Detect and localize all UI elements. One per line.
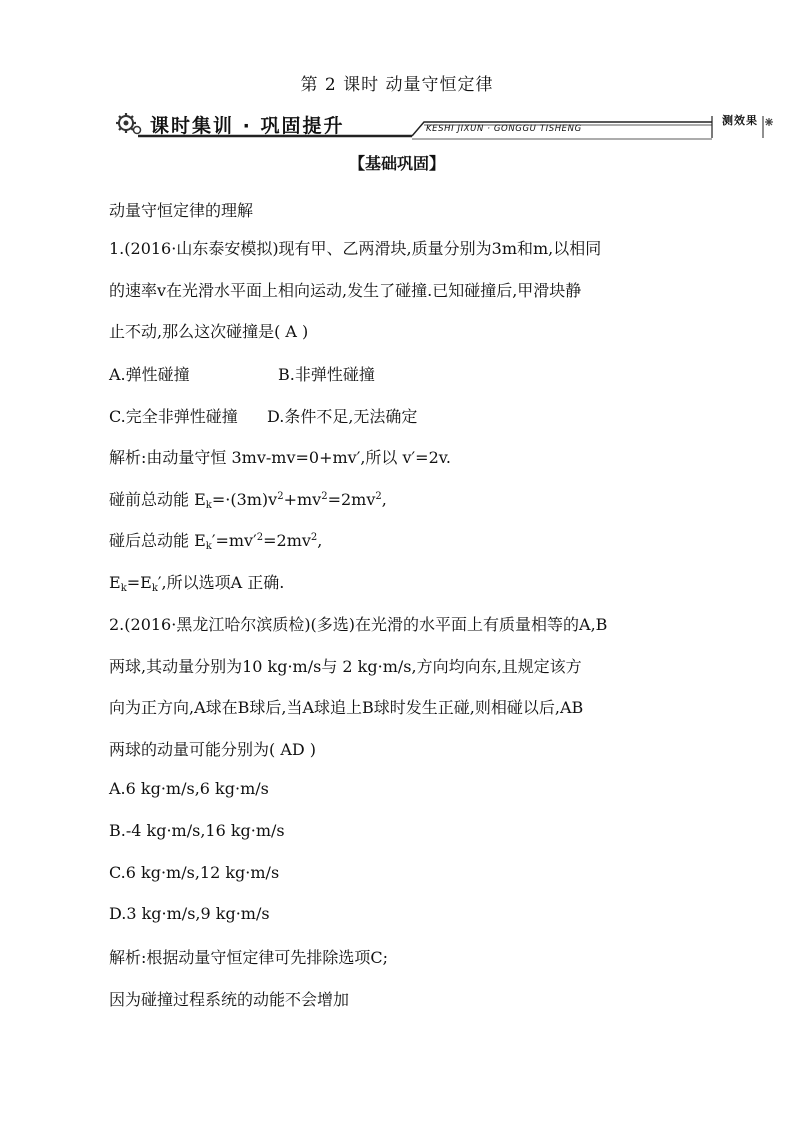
- q1-option-a: A.弹性碰撞: [109, 365, 190, 384]
- banner-right-label: 测效果: [722, 114, 758, 127]
- q1-analysis-2: 碰前总动能 $E_k=\cdot(3m)v^2+mv^2=2mv^2$,: [109, 490, 387, 511]
- gear-icon: [116, 113, 141, 134]
- q1-analysis-3: 碰后总动能 $E_k'=mv'^2=2mv^2$,: [109, 531, 323, 552]
- banner-title: 课时集训 · 巩固提升: [150, 115, 345, 137]
- q2-line-3: 向为正方向,A球在B球后,当A球追上B球时发生正碰,则相碰以后,AB: [109, 698, 584, 717]
- q1-option-b: B.非弹性碰撞: [278, 365, 375, 384]
- q1-option-d: D.条件不足,无法确定: [267, 407, 418, 426]
- page-title: 第 2 课时 动量守恒定律: [300, 75, 494, 95]
- q2-option-b: B.-4 kg·m/s,16 kg·m/s: [109, 821, 285, 840]
- q1-line-1: 1.(2016·山东泰安模拟)现有甲、乙两滑块,质量分别为3m和m,以相同: [109, 239, 602, 258]
- q2-analysis-1: 解析:根据动量守恒定律可先排除选项C;: [109, 948, 389, 967]
- banner-subtitle: KESHI JIXUN · GONGGU TISHENG: [426, 124, 582, 134]
- q2-option-d: D.3 kg·m/s,9 kg·m/s: [109, 904, 270, 923]
- q1-option-c: C.完全非弹性碰撞: [109, 407, 238, 426]
- q1-analysis-1: 解析:由动量守恒 3mv-mv=0+mv′,所以 v′=2v.: [109, 448, 451, 467]
- snowflake-icon: [765, 118, 773, 126]
- q2-option-a: A.6 kg·m/s,6 kg·m/s: [109, 779, 269, 798]
- q1-analysis-4: $E_k=E_k'$,所以选项A 正确.: [109, 573, 285, 594]
- q2-line-1: 2.(2016·黑龙江哈尔滨质检)(多选)在光滑的水平面上有质量相等的A,B: [109, 615, 608, 634]
- q2-analysis-2: 因为碰撞过程系统的动能不会增加: [109, 990, 350, 1009]
- q2-option-c: C.6 kg·m/s,12 kg·m/s: [109, 863, 280, 882]
- q2-line-2: 两球,其动量分别为10 kg·m/s与 2 kg·m/s,方向均向东,且规定该方: [109, 657, 582, 676]
- section-banner: [112, 108, 776, 142]
- q1-line-3: 止不动,那么这次碰撞是( A ): [109, 322, 309, 341]
- q2-line-4: 两球的动量可能分别为( AD ): [109, 740, 317, 759]
- section-heading: 【基础巩固】: [348, 154, 445, 173]
- q1-line-2: 的速率v在光滑水平面上相向运动,发生了碰撞.已知碰撞后,甲滑块静: [109, 281, 582, 300]
- topic-heading: 动量守恒定律的理解: [109, 201, 254, 220]
